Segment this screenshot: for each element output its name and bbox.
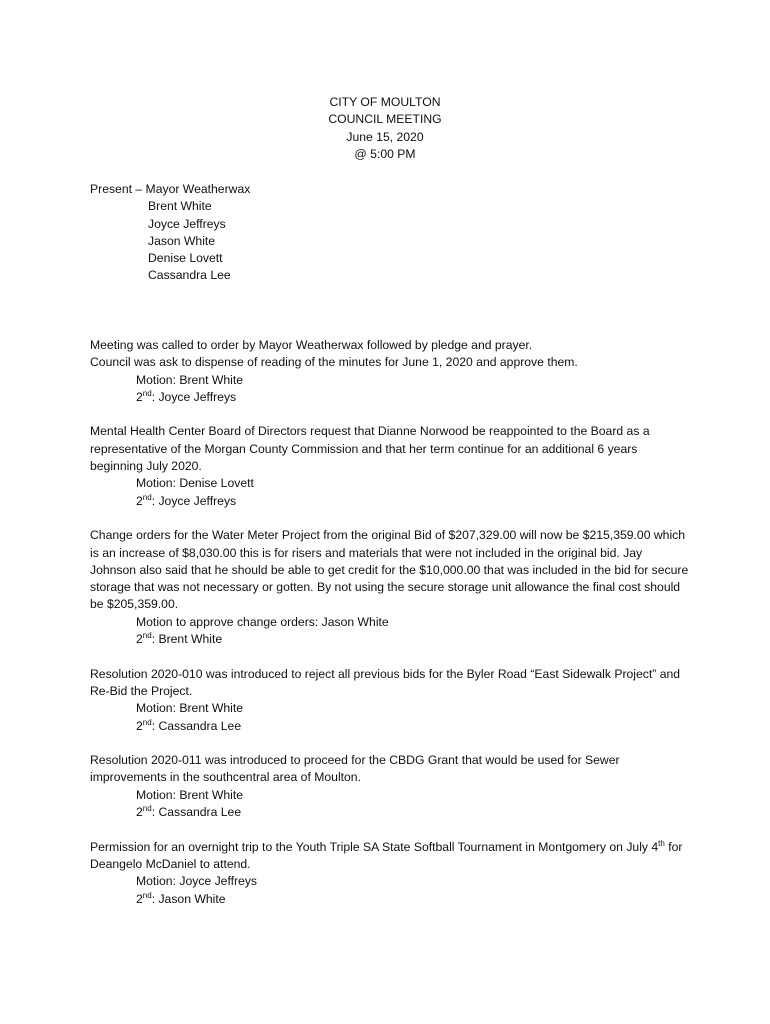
agenda-item bbox=[90, 752, 690, 821]
motion-line: Motion: Brent White bbox=[136, 787, 244, 802]
ordinal-suffix: th bbox=[658, 838, 665, 848]
member-name: Cassandra Lee bbox=[148, 268, 231, 283]
item-text: Change orders for the Water Meter Project from the original Bid of $207,329.00 will now be $215,359.00 which is an increase of $8,030.00 this is for risers and materials that were not included in the original bid. Jay Johnson also said that he should be able to get credit for the $10,000.00 that was included in the bid for secure storage that was not necessary or gotten. By not using the secure storage unit allowance the final cost should be $205,359.00. bbox=[90, 528, 689, 612]
motion-line: Motion: Joyce Jeffreys bbox=[136, 874, 258, 889]
agenda-item bbox=[90, 337, 690, 406]
present-label: Present – Mayor Weatherwax bbox=[90, 182, 251, 196]
second-line: 2nd: Joyce Jeffreys bbox=[136, 388, 237, 404]
second-line: 2nd: Jason White bbox=[136, 890, 226, 906]
second-name: : Cassandra Lee bbox=[151, 718, 242, 733]
item-text-part: Permission for an overnight trip to the Youth Triple SA State Softball Tournament in Montgomery on July 4 bbox=[90, 839, 659, 854]
ordinal-suffix: nd bbox=[142, 388, 152, 398]
item-text: Resolution 2020-011 was introduced to proceed for the CBDG Grant that would be used for Sewer improvements in the southcentral area of Moulton. bbox=[90, 753, 620, 785]
attendance-list bbox=[90, 181, 690, 285]
meeting-header bbox=[0, 94, 770, 163]
item-text: Resolution 2020-010 was introduced to reject all previous bids for the Byler Road “East Sidewalk Project” and Re-Bid the Project. bbox=[90, 666, 681, 698]
ordinal-suffix: nd bbox=[142, 492, 152, 502]
member-name: Denise Lovett bbox=[148, 251, 223, 266]
second-name: : Joyce Jeffreys bbox=[151, 389, 237, 404]
agenda-item bbox=[90, 423, 690, 509]
member-name: Brent White bbox=[148, 199, 212, 214]
minutes-body bbox=[90, 337, 690, 925]
second-line: 2nd: Cassandra Lee bbox=[136, 803, 242, 820]
item-text-part: for Deangelo McDaniel to attend. bbox=[90, 839, 683, 871]
motion-line: Motion: Brent White bbox=[136, 701, 244, 716]
item-text bbox=[90, 839, 690, 874]
ordinal-suffix: nd bbox=[142, 717, 152, 727]
item-text: Council was ask to dispense of reading of the minutes for June 1, 2020 and approve them. bbox=[90, 355, 578, 370]
meeting-type: COUNCIL MEETING bbox=[328, 112, 442, 127]
second-name: : Joyce Jeffreys bbox=[151, 493, 237, 508]
ordinal-suffix: nd bbox=[142, 890, 152, 900]
second-line: 2nd: Cassandra Lee bbox=[136, 717, 242, 733]
agenda-item bbox=[90, 839, 690, 908]
second-name: : Brent White bbox=[151, 632, 223, 647]
second-line: 2nd: Brent White bbox=[136, 630, 223, 647]
motion-line: Motion to approve change orders: Jason White bbox=[136, 614, 389, 629]
meeting-date: June 15, 2020 bbox=[346, 129, 424, 144]
motion-line: Motion: Brent White bbox=[136, 372, 244, 387]
city-name: CITY OF MOULTON bbox=[329, 95, 441, 109]
meeting-time: @ 5:00 PM bbox=[354, 146, 416, 161]
item-text: Mental Health Center Board of Directors request that Dianne Norwood be reappointed to the Board as a representative of the Morgan County Commission and that her term continue for an additional 6 years beginning July 2020. bbox=[90, 424, 650, 474]
second-name: : Jason White bbox=[151, 891, 226, 906]
ordinal-suffix: nd bbox=[142, 803, 152, 813]
second-name: : Cassandra Lee bbox=[151, 805, 242, 820]
agenda-item bbox=[90, 666, 690, 735]
ordinal-suffix: nd bbox=[142, 630, 152, 640]
motion-line: Motion: Denise Lovett bbox=[136, 476, 254, 491]
member-name: Joyce Jeffreys bbox=[148, 216, 226, 231]
item-text: Meeting was called to order by Mayor Weatherwax followed by pledge and prayer. bbox=[90, 338, 533, 352]
agenda-item bbox=[90, 527, 690, 648]
member-name: Jason White bbox=[148, 233, 216, 248]
second-line: 2nd: Joyce Jeffreys bbox=[136, 492, 237, 508]
